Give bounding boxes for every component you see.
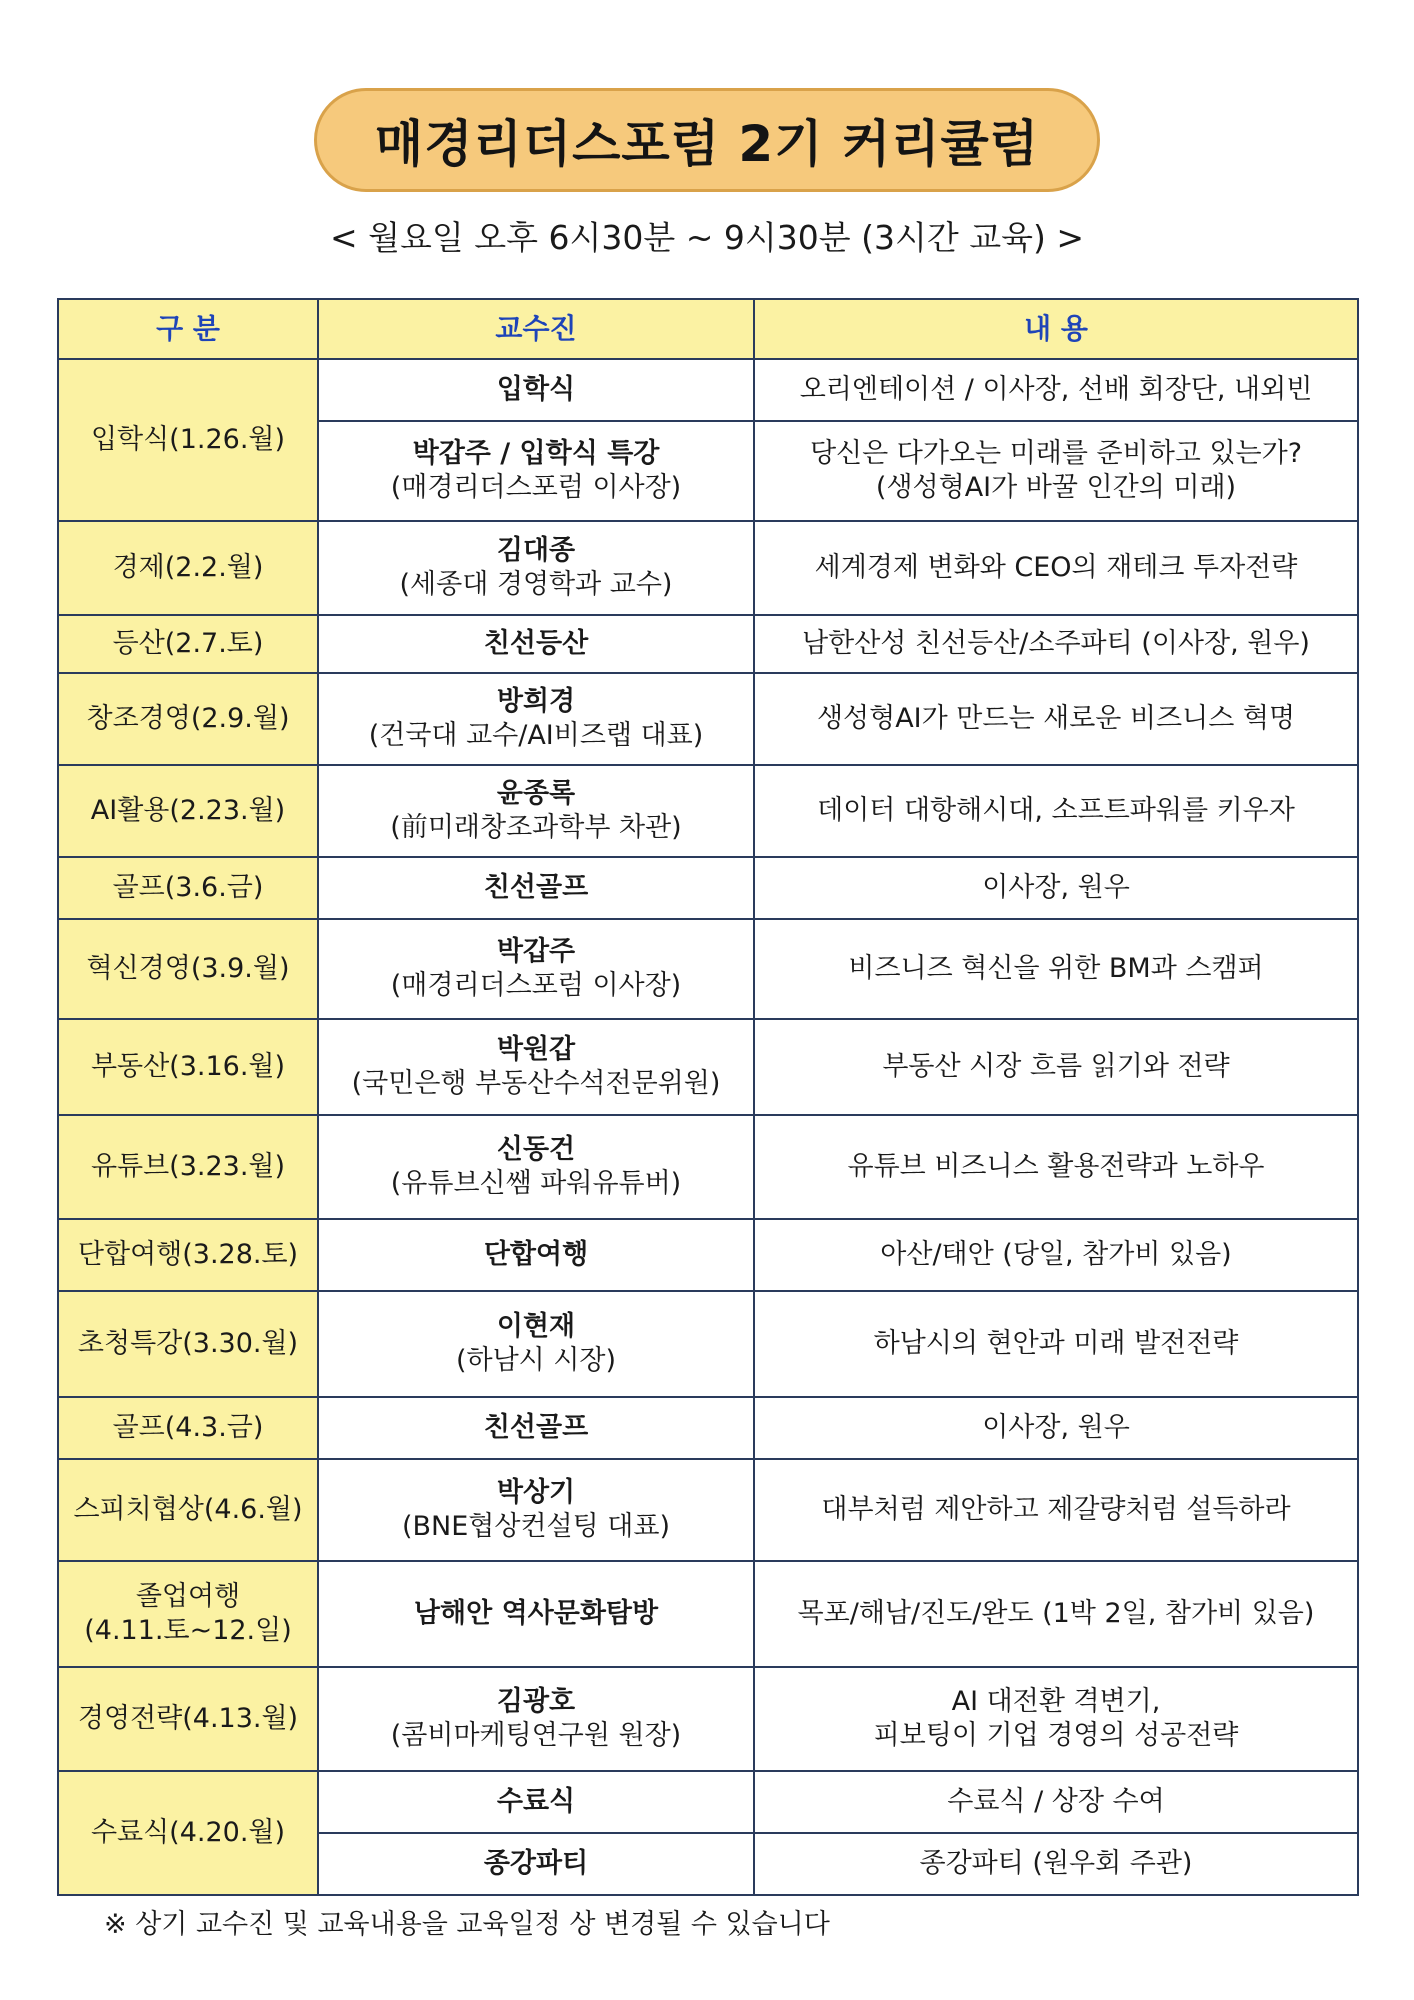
content-cell — [754, 857, 1358, 919]
category-text: 스피치협상(4.6.월) — [73, 1494, 303, 1525]
instructor-name: 김광호 — [496, 1686, 576, 1717]
category-cell — [58, 1561, 318, 1667]
category-text: 초청특강(3.30.월) — [77, 1328, 299, 1359]
category-text: 졸업여행 — [135, 1581, 241, 1612]
table-row — [58, 1291, 1358, 1397]
instructor-name: 친선골프 — [483, 872, 589, 903]
content-cell — [754, 615, 1358, 673]
header-content: 내 용 — [754, 299, 1358, 359]
instructor-name: 박갑주 / 입학식 특강 — [412, 438, 660, 469]
instructor-cell — [318, 615, 754, 673]
category-cell — [58, 1459, 318, 1561]
instructor-name: 남해안 역사문화탐방 — [413, 1598, 659, 1629]
category-cell — [58, 1019, 318, 1115]
table-row — [58, 857, 1358, 919]
table-row — [58, 359, 1358, 421]
table-row — [58, 1115, 1358, 1219]
category-cell — [58, 1115, 318, 1219]
table-row — [58, 1019, 1358, 1115]
content-cell — [754, 1019, 1358, 1115]
instructor-name: 친선골프 — [483, 1412, 589, 1443]
content-text: AI 대전환 격변기, — [951, 1686, 1161, 1717]
instructor-cell — [318, 1291, 754, 1397]
category-cell — [58, 359, 318, 521]
table-row — [58, 615, 1358, 673]
instructor-affiliation: (국민은행 부동산수석전문위원) — [351, 1068, 721, 1099]
instructor-name: 친선등산 — [483, 628, 589, 659]
instructor-name: 박상기 — [496, 1477, 576, 1508]
category-text: 혁신경영(3.9.월) — [86, 953, 290, 984]
instructor-name: 이현재 — [496, 1311, 576, 1342]
category-cell — [58, 1219, 318, 1291]
instructor-affiliation: (前미래창조과학부 차관) — [390, 812, 682, 843]
table-row — [58, 1667, 1358, 1771]
instructor-name: 방희경 — [496, 686, 576, 717]
instructor-name: 입학식 — [496, 374, 576, 405]
category-text: 부동산(3.16.월) — [90, 1051, 286, 1082]
content-cell — [754, 521, 1358, 615]
category-text: (4.11.토~12.일) — [84, 1615, 292, 1646]
category-cell — [58, 521, 318, 615]
content-cell — [754, 1219, 1358, 1291]
content-text: 목포/해남/진도/완도 (1박 2일, 참가비 있음) — [797, 1598, 1315, 1629]
instructor-cell — [318, 919, 754, 1019]
table-row — [58, 1561, 1358, 1667]
curriculum-table — [57, 298, 1359, 1896]
instructor-cell — [318, 1019, 754, 1115]
table-row — [58, 1397, 1358, 1459]
instructor-name: 종강파티 — [483, 1848, 589, 1879]
content-text: 부동산 시장 흐름 읽기와 전략 — [882, 1051, 1230, 1082]
instructor-affiliation: (매경리더스포럼 이사장) — [390, 970, 682, 1001]
header-category: 구 분 — [58, 299, 318, 359]
instructor-name: 수료식 — [496, 1786, 576, 1817]
table-row — [58, 1459, 1358, 1561]
instructor-cell — [318, 765, 754, 857]
content-text: 이사장, 원우 — [982, 1412, 1130, 1443]
category-text: 등산(2.7.토) — [112, 628, 264, 659]
instructor-affiliation: (매경리더스포럼 이사장) — [390, 472, 682, 503]
instructor-affiliation: (BNE협상컨설팅 대표) — [401, 1511, 670, 1542]
category-cell — [58, 1397, 318, 1459]
content-text: 하남시의 현안과 미래 발전전략 — [873, 1328, 1239, 1359]
content-cell — [754, 1561, 1358, 1667]
header-instructor: 교수진 — [318, 299, 754, 359]
content-cell — [754, 1115, 1358, 1219]
content-text: 세계경제 변화와 CEO의 재테크 투자전략 — [814, 552, 1298, 583]
instructor-cell — [318, 1459, 754, 1561]
category-text: 유튜브(3.23.월) — [90, 1151, 286, 1182]
content-text: 아산/태안 (당일, 참가비 있음) — [880, 1239, 1232, 1270]
content-cell — [754, 1771, 1358, 1833]
content-text: 데이터 대항해시대, 소프트파워를 키우자 — [817, 795, 1295, 826]
category-text: 수료식(4.20.월) — [90, 1817, 286, 1848]
content-text: 대부처럼 제안하고 제갈량처럼 설득하라 — [821, 1494, 1291, 1525]
content-text: (생성형AI가 바꿀 인간의 미래) — [875, 472, 1237, 503]
instructor-affiliation: (콤비마케팅연구원 원장) — [390, 1720, 682, 1751]
content-text: 생성형AI가 만드는 새로운 비즈니스 혁명 — [816, 703, 1296, 734]
instructor-cell — [318, 1219, 754, 1291]
instructor-name: 박갑주 — [496, 936, 576, 967]
category-text: 창조경영(2.9.월) — [86, 703, 290, 734]
category-cell — [58, 765, 318, 857]
instructor-name: 신동건 — [496, 1134, 576, 1165]
instructor-cell — [318, 1667, 754, 1771]
instructor-cell — [318, 1397, 754, 1459]
category-cell — [58, 1291, 318, 1397]
table-row — [58, 765, 1358, 857]
instructor-cell — [318, 673, 754, 765]
content-text: 비즈니즈 혁신을 위한 BM과 스캠퍼 — [848, 953, 1264, 984]
table-row — [58, 1219, 1358, 1291]
category-text: 입학식(1.26.월) — [90, 424, 286, 455]
content-cell — [754, 1833, 1358, 1895]
instructor-affiliation: (하남시 시장) — [455, 1345, 617, 1376]
content-text: 유튜브 비즈니스 활용전략과 노하우 — [847, 1151, 1265, 1182]
category-text: 단합여행(3.28.토) — [77, 1239, 299, 1270]
category-text: 골프(3.6.금) — [112, 872, 264, 903]
category-text: 경영전략(4.13.월) — [77, 1703, 299, 1734]
footnote: ※ 상기 교수진 및 교육내용을 교육일정 상 변경될 수 있습니다 — [104, 1909, 830, 1940]
table-row — [58, 919, 1358, 1019]
table-row — [58, 521, 1358, 615]
content-text: 당신은 다가오는 미래를 준비하고 있는가? — [809, 438, 1303, 469]
content-cell — [754, 359, 1358, 421]
content-cell — [754, 673, 1358, 765]
content-cell — [754, 1291, 1358, 1397]
table-header-row — [58, 299, 1358, 359]
instructor-cell — [318, 521, 754, 615]
category-cell — [58, 1667, 318, 1771]
category-text: 골프(4.3.금) — [112, 1412, 264, 1443]
category-cell — [58, 673, 318, 765]
instructor-name: 단합여행 — [483, 1239, 589, 1270]
instructor-cell — [318, 857, 754, 919]
instructor-name: 김대종 — [496, 535, 576, 566]
instructor-affiliation: (건국대 교수/AI비즈랩 대표) — [368, 720, 704, 751]
category-text: AI활용(2.23.월) — [90, 795, 286, 826]
category-text: 경제(2.2.월) — [112, 552, 264, 583]
category-cell — [58, 615, 318, 673]
category-cell — [58, 1771, 318, 1895]
content-text: 종강파티 (원우회 주관) — [919, 1848, 1193, 1879]
table-row — [58, 1771, 1358, 1833]
instructor-cell — [318, 1115, 754, 1219]
content-text: 수료식 / 상장 수여 — [947, 1786, 1165, 1817]
instructor-name: 윤종록 — [496, 778, 576, 809]
content-text: 남한산성 친선등산/소주파티 (이사장, 원우) — [802, 628, 1310, 659]
content-cell — [754, 765, 1358, 857]
content-text: 오리엔테이션 / 이사장, 선배 회장단, 내외빈 — [799, 374, 1313, 405]
content-cell — [754, 1459, 1358, 1561]
instructor-cell — [318, 421, 754, 521]
instructor-affiliation: (유튜브신쌤 파워유튜버) — [390, 1168, 682, 1199]
instructor-cell — [318, 1771, 754, 1833]
page-title: 매경리더스포럼 2기 커리큘럼 — [314, 88, 1100, 192]
instructor-affiliation: (세종대 경영학과 교수) — [399, 569, 673, 600]
category-cell — [58, 857, 318, 919]
table-row — [58, 673, 1358, 765]
category-cell — [58, 919, 318, 1019]
instructor-name: 박원갑 — [496, 1034, 576, 1065]
content-cell — [754, 919, 1358, 1019]
content-cell — [754, 421, 1358, 521]
content-cell — [754, 1397, 1358, 1459]
instructor-cell — [318, 1833, 754, 1895]
instructor-cell — [318, 1561, 754, 1667]
content-text: 이사장, 원우 — [982, 872, 1130, 903]
content-cell — [754, 1667, 1358, 1771]
content-text: 피보팅이 기업 경영의 성공전략 — [873, 1720, 1239, 1751]
schedule-subtitle: < 월요일 오후 6시30분 ~ 9시30분 (3시간 교육) > — [329, 218, 1084, 257]
instructor-cell — [318, 359, 754, 421]
